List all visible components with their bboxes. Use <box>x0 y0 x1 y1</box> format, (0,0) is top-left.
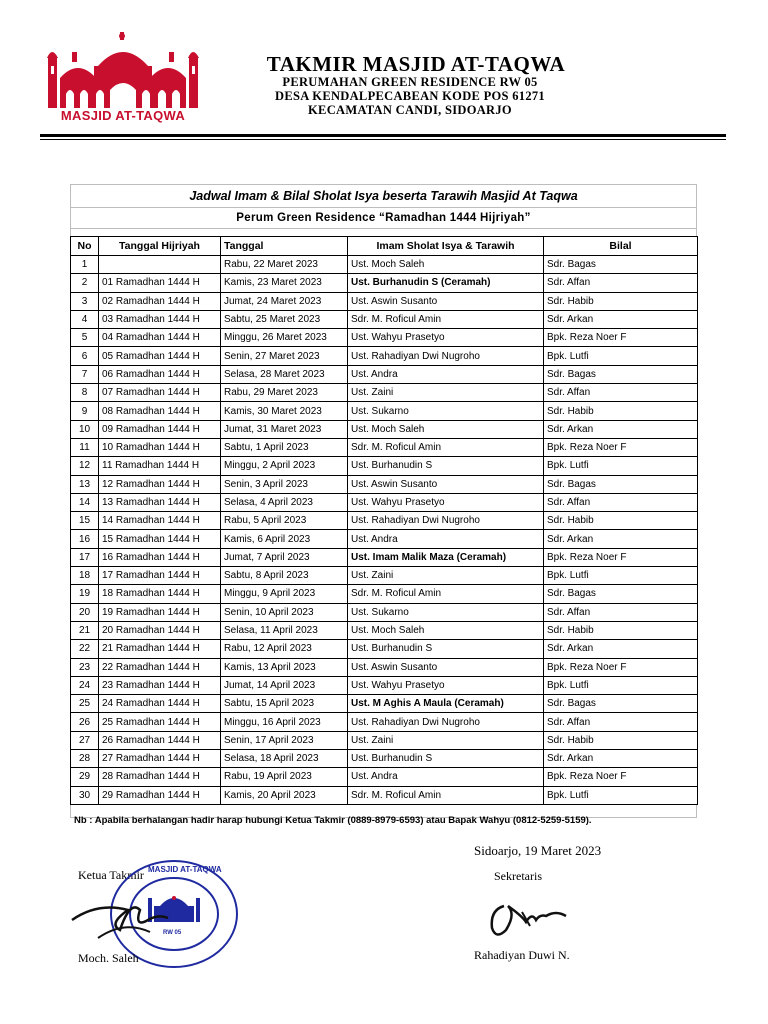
cell-no: 27 <box>71 731 99 749</box>
cell-imam: Ust. Rahadiyan Dwi Nugroho <box>348 713 544 731</box>
cell-hijri <box>99 256 221 274</box>
cell-imam: Ust. Wahyu Prasetyo <box>348 493 544 511</box>
table-row <box>71 329 698 347</box>
cell-bilal: Sdr. Bagas <box>544 365 698 383</box>
cell-hijri: 04 Ramadhan 1444 H <box>99 329 221 347</box>
cell-no: 23 <box>71 658 99 676</box>
cell-imam: Ust. Sukarno <box>348 402 544 420</box>
cell-hijri: 26 Ramadhan 1444 H <box>99 731 221 749</box>
cell-no: 9 <box>71 402 99 420</box>
table-row <box>71 676 698 694</box>
mosque-logo <box>42 32 204 124</box>
cell-no: 2 <box>71 274 99 292</box>
cell-no: 14 <box>71 493 99 511</box>
cell-hijri: 27 Ramadhan 1444 H <box>99 750 221 768</box>
cell-imam: Ust. Burhanudin S <box>348 457 544 475</box>
column-header-hijri: Tanggal Hijriyah <box>99 237 221 256</box>
cell-date: Sabtu, 15 April 2023 <box>221 695 348 713</box>
cell-date: Rabu, 12 April 2023 <box>221 640 348 658</box>
cell-no: 18 <box>71 567 99 585</box>
cell-date: Selasa, 11 April 2023 <box>221 621 348 639</box>
cell-date: Sabtu, 1 April 2023 <box>221 438 348 456</box>
cell-hijri: 22 Ramadhan 1444 H <box>99 658 221 676</box>
table-row <box>71 365 698 383</box>
logo-text: MASJID AT-TAQWA <box>60 108 186 123</box>
cell-bilal: Bpk. Reza Noer F <box>544 658 698 676</box>
cell-hijri: 20 Ramadhan 1444 H <box>99 621 221 639</box>
cell-hijri: 06 Ramadhan 1444 H <box>99 365 221 383</box>
signature-date: Sidoarjo, 19 Maret 2023 <box>474 843 602 858</box>
cell-no: 3 <box>71 292 99 310</box>
cell-no: 12 <box>71 457 99 475</box>
table-row <box>71 621 698 639</box>
cell-hijri: 12 Ramadhan 1444 H <box>99 475 221 493</box>
cell-date: Minggu, 2 April 2023 <box>221 457 348 475</box>
cell-imam: Sdr. M. Roficul Amin <box>348 438 544 456</box>
cell-no: 16 <box>71 530 99 548</box>
cell-bilal: Sdr. Habib <box>544 512 698 530</box>
signature-right-title: Sekretaris <box>494 869 542 883</box>
cell-bilal: Sdr. Habib <box>544 731 698 749</box>
cell-date: Rabu, 22 Maret 2023 <box>221 256 348 274</box>
cell-imam: Ust. Moch Saleh <box>348 256 544 274</box>
cell-bilal: Bpk. Lutfi <box>544 347 698 365</box>
cell-imam: Ust. Burhanudin S <box>348 750 544 768</box>
schedule-title: Jadwal Imam & Bilal Sholat Isya beserta Tarawih Masjid At Taqwa <box>70 184 697 207</box>
letterhead-address-line2: DESA KENDALPECABEAN KODE POS 61271 <box>275 89 545 103</box>
cell-hijri: 08 Ramadhan 1444 H <box>99 402 221 420</box>
cell-no: 21 <box>71 621 99 639</box>
cell-no: 26 <box>71 713 99 731</box>
cell-date: Senin, 27 Maret 2023 <box>221 347 348 365</box>
signature-left-scribble <box>68 880 178 950</box>
cell-no: 13 <box>71 475 99 493</box>
cell-bilal: Sdr. Arkan <box>544 530 698 548</box>
table-row <box>71 768 698 786</box>
table-header-row <box>71 237 698 256</box>
table-row <box>71 640 698 658</box>
cell-hijri: 29 Ramadhan 1444 H <box>99 786 221 804</box>
table-row <box>71 603 698 621</box>
cell-hijri: 10 Ramadhan 1444 H <box>99 438 221 456</box>
cell-hijri: 15 Ramadhan 1444 H <box>99 530 221 548</box>
cell-date: Rabu, 29 Maret 2023 <box>221 384 348 402</box>
cell-bilal: Sdr. Arkan <box>544 750 698 768</box>
cell-imam: Ust. Rahadiyan Dwi Nugroho <box>348 512 544 530</box>
cell-no: 11 <box>71 438 99 456</box>
cell-hijri: 17 Ramadhan 1444 H <box>99 567 221 585</box>
table-row <box>71 256 698 274</box>
signature-icon <box>68 880 178 950</box>
cell-hijri: 07 Ramadhan 1444 H <box>99 384 221 402</box>
table-row <box>71 750 698 768</box>
cell-date: Jumat, 31 Maret 2023 <box>221 420 348 438</box>
cell-imam: Ust. Zaini <box>348 384 544 402</box>
cell-date: Kamis, 30 Maret 2023 <box>221 402 348 420</box>
cell-date: Minggu, 26 Maret 2023 <box>221 329 348 347</box>
column-header-no: No <box>71 237 99 256</box>
cell-imam: Ust. Imam Malik Maza (Ceramah) <box>348 548 544 566</box>
schedule-table <box>70 236 698 805</box>
cell-imam: Ust. Wahyu Prasetyo <box>348 676 544 694</box>
cell-bilal: Sdr. Arkan <box>544 420 698 438</box>
cell-no: 8 <box>71 384 99 402</box>
table-row <box>71 493 698 511</box>
schedule-sheet <box>70 184 697 818</box>
cell-bilal: Bpk. Reza Noer F <box>544 329 698 347</box>
cell-date: Sabtu, 8 April 2023 <box>221 567 348 585</box>
cell-hijri: 16 Ramadhan 1444 H <box>99 548 221 566</box>
signature-right-name: Rahadiyan Duwi N. <box>474 948 570 962</box>
cell-imam: Ust. Aswin Susanto <box>348 658 544 676</box>
cell-imam: Ust. Burhanudin S (Ceramah) <box>348 274 544 292</box>
cell-hijri: 25 Ramadhan 1444 H <box>99 713 221 731</box>
cell-no: 28 <box>71 750 99 768</box>
table-row <box>71 731 698 749</box>
cell-no: 29 <box>71 768 99 786</box>
cell-bilal: Sdr. Habib <box>544 402 698 420</box>
table-row <box>71 567 698 585</box>
signature-right-scribble <box>482 886 572 946</box>
cell-date: Kamis, 23 Maret 2023 <box>221 274 348 292</box>
cell-no: 17 <box>71 548 99 566</box>
table-row <box>71 402 698 420</box>
cell-bilal: Bpk. Lutfi <box>544 567 698 585</box>
cell-bilal: Sdr. Affan <box>544 274 698 292</box>
signature-left-title: Ketua Takmir <box>78 868 144 882</box>
cell-hijri: 01 Ramadhan 1444 H <box>99 274 221 292</box>
table-row <box>71 658 698 676</box>
cell-no: 6 <box>71 347 99 365</box>
letterhead-rule-thick <box>40 134 726 137</box>
cell-hijri: 05 Ramadhan 1444 H <box>99 347 221 365</box>
cell-hijri: 24 Ramadhan 1444 H <box>99 695 221 713</box>
cell-no: 1 <box>71 256 99 274</box>
cell-hijri: 23 Ramadhan 1444 H <box>99 676 221 694</box>
cell-date: Jumat, 14 April 2023 <box>221 676 348 694</box>
cell-date: Senin, 17 April 2023 <box>221 731 348 749</box>
cell-hijri: 19 Ramadhan 1444 H <box>99 603 221 621</box>
cell-imam: Sdr. M. Roficul Amin <box>348 310 544 328</box>
cell-no: 5 <box>71 329 99 347</box>
cell-bilal: Sdr. Bagas <box>544 695 698 713</box>
cell-hijri: 03 Ramadhan 1444 H <box>99 310 221 328</box>
cell-imam: Ust. Wahyu Prasetyo <box>348 329 544 347</box>
cell-imam: Ust. Rahadiyan Dwi Nugroho <box>348 347 544 365</box>
letterhead-rule-thin <box>40 139 726 140</box>
cell-hijri: 14 Ramadhan 1444 H <box>99 512 221 530</box>
cell-bilal: Sdr. Bagas <box>544 475 698 493</box>
column-header-bilal: Bilal <box>544 237 698 256</box>
cell-no: 4 <box>71 310 99 328</box>
table-row <box>71 713 698 731</box>
table-row <box>71 548 698 566</box>
mosque-logo-icon <box>42 32 204 112</box>
cell-date: Selasa, 4 April 2023 <box>221 493 348 511</box>
cell-date: Senin, 3 April 2023 <box>221 475 348 493</box>
cell-bilal: Sdr. Affan <box>544 493 698 511</box>
cell-imam: Sdr. M. Roficul Amin <box>348 786 544 804</box>
cell-date: Minggu, 16 April 2023 <box>221 713 348 731</box>
svg-text:RW 05: RW 05 <box>163 930 182 936</box>
cell-date: Jumat, 24 Maret 2023 <box>221 292 348 310</box>
cell-date: Jumat, 7 April 2023 <box>221 548 348 566</box>
schedule-subtitle: Perum Green Residence “Ramadhan 1444 Hijriyah” <box>70 207 697 228</box>
cell-imam: Ust. Burhanudin S <box>348 640 544 658</box>
cell-hijri: 11 Ramadhan 1444 H <box>99 457 221 475</box>
cell-no: 10 <box>71 420 99 438</box>
cell-bilal: Sdr. Arkan <box>544 640 698 658</box>
table-row <box>71 438 698 456</box>
cell-imam: Ust. Andra <box>348 768 544 786</box>
cell-imam: Ust. M Aghis A Maula (Ceramah) <box>348 695 544 713</box>
letterhead-address-line1: PERUMAHAN GREEN RESIDENCE RW 05 <box>282 75 538 89</box>
cell-no: 19 <box>71 585 99 603</box>
cell-bilal: Sdr. Bagas <box>544 585 698 603</box>
cell-no: 22 <box>71 640 99 658</box>
cell-bilal: Bpk. Reza Noer F <box>544 438 698 456</box>
column-header-imam: Imam Sholat Isya & Tarawih <box>348 237 544 256</box>
cell-imam: Ust. Aswin Susanto <box>348 475 544 493</box>
cell-bilal: Bpk. Lutfi <box>544 457 698 475</box>
cell-bilal: Bpk. Reza Noer F <box>544 548 698 566</box>
cell-hijri: 09 Ramadhan 1444 H <box>99 420 221 438</box>
cell-bilal: Bpk. Reza Noer F <box>544 768 698 786</box>
table-row <box>71 530 698 548</box>
table-row <box>71 457 698 475</box>
cell-date: Sabtu, 25 Maret 2023 <box>221 310 348 328</box>
table-row <box>71 585 698 603</box>
cell-imam: Ust. Zaini <box>348 567 544 585</box>
signature-left-name: Moch. Saleh <box>78 951 139 965</box>
cell-imam: Ust. Zaini <box>348 731 544 749</box>
cell-imam: Ust. Andra <box>348 530 544 548</box>
letterhead-address-line3: KECAMATAN CANDI, SIDOARJO <box>308 103 512 117</box>
contact-note: Nb : Apabila berhalangan hadir harap hubungi Ketua Takmir (0889-8979-6593) atau Bapak Wahyu (0812-5259-5159). <box>74 815 592 826</box>
cell-date: Kamis, 20 April 2023 <box>221 786 348 804</box>
cell-bilal: Bpk. Lutfi <box>544 786 698 804</box>
spacer-row <box>70 228 697 236</box>
cell-date: Selasa, 28 Maret 2023 <box>221 365 348 383</box>
cell-bilal: Sdr. Affan <box>544 713 698 731</box>
cell-imam: Ust. Sukarno <box>348 603 544 621</box>
svg-text:MASJID AT-TAQWA: MASJID AT-TAQWA <box>148 865 222 874</box>
cell-bilal: Sdr. Habib <box>544 292 698 310</box>
cell-no: 15 <box>71 512 99 530</box>
cell-no: 20 <box>71 603 99 621</box>
cell-bilal: Sdr. Bagas <box>544 256 698 274</box>
table-row <box>71 292 698 310</box>
cell-hijri: 13 Ramadhan 1444 H <box>99 493 221 511</box>
cell-imam: Ust. Moch Saleh <box>348 621 544 639</box>
table-row <box>71 420 698 438</box>
cell-imam: Ust. Moch Saleh <box>348 420 544 438</box>
cell-date: Kamis, 6 April 2023 <box>221 530 348 548</box>
cell-no: 25 <box>71 695 99 713</box>
letterhead-title: TAKMIR MASJID AT-TAQWA <box>266 52 566 76</box>
table-row <box>71 695 698 713</box>
cell-date: Selasa, 18 April 2023 <box>221 750 348 768</box>
cell-date: Rabu, 5 April 2023 <box>221 512 348 530</box>
cell-date: Rabu, 19 April 2023 <box>221 768 348 786</box>
cell-bilal: Sdr. Arkan <box>544 310 698 328</box>
table-row <box>71 475 698 493</box>
cell-no: 24 <box>71 676 99 694</box>
cell-hijri: 18 Ramadhan 1444 H <box>99 585 221 603</box>
cell-date: Minggu, 9 April 2023 <box>221 585 348 603</box>
cell-no: 30 <box>71 786 99 804</box>
cell-hijri: 02 Ramadhan 1444 H <box>99 292 221 310</box>
table-row <box>71 786 698 804</box>
cell-bilal: Bpk. Lutfi <box>544 676 698 694</box>
cell-hijri: 21 Ramadhan 1444 H <box>99 640 221 658</box>
cell-imam: Ust. Andra <box>348 365 544 383</box>
cell-bilal: Sdr. Habib <box>544 621 698 639</box>
cell-imam: Sdr. M. Roficul Amin <box>348 585 544 603</box>
cell-bilal: Sdr. Affan <box>544 384 698 402</box>
table-row <box>71 347 698 365</box>
cell-hijri: 28 Ramadhan 1444 H <box>99 768 221 786</box>
cell-bilal: Sdr. Affan <box>544 603 698 621</box>
table-row <box>71 512 698 530</box>
table-row <box>71 274 698 292</box>
table-body <box>71 256 698 805</box>
table-row <box>71 310 698 328</box>
table-row <box>71 384 698 402</box>
cell-date: Senin, 10 April 2023 <box>221 603 348 621</box>
cell-imam: Ust. Aswin Susanto <box>348 292 544 310</box>
column-header-date: Tanggal <box>221 237 348 256</box>
cell-no: 7 <box>71 365 99 383</box>
signature-icon <box>482 886 572 946</box>
cell-date: Kamis, 13 April 2023 <box>221 658 348 676</box>
